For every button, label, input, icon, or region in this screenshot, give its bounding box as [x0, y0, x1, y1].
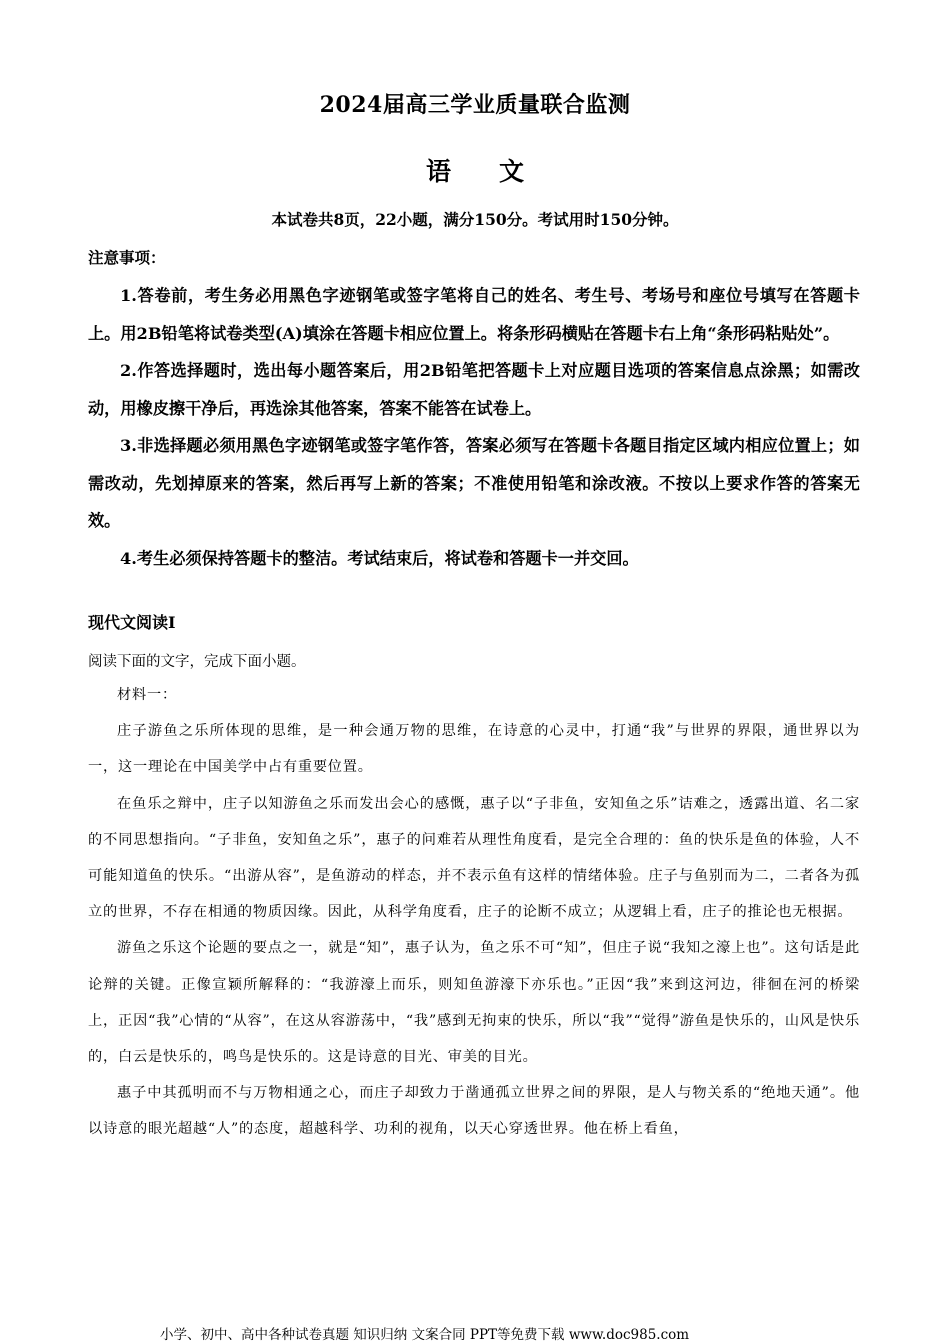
notice-item: 2.作答选择题时，选出每小题答案后，用2B铅笔把答题卡上对应题目选项的答案信息点涂黑；如需改动，用橡皮擦干净后，再选涂其他答案，答案不能答在试卷上。 — [88, 361, 860, 418]
reading-instruction: 阅读下面的文字，完成下面小题。 — [88, 654, 306, 670]
notice-item: 3.非选择题必须用黑色字迹钢笔或签字笔作答，答案必须写在答题卡各题目指定区域内相应位置上；如需改动，先划掉原来的答案，然后再写上新的答案；不准使用铅笔和涂改液。不按以上要求作答的答案无效。 — [88, 436, 860, 530]
notice-item: 4.考生必须保持答题卡的整洁。考试结束后，将试卷和答题卡一并交回。 — [120, 548, 639, 568]
material-paragraph: 惠子中其孤明而不与万物相通之心，而庄子却致力于凿通孤立世界之间的界限，是人与物关系的“绝地天通”。他以诗意的眼光超越“人”的态度，超越科学、功利的视角，以天心穿透世界。他在桥上看鱼， — [88, 1085, 860, 1138]
material-label: 材料一： — [117, 687, 177, 703]
material-paragraph: 在鱼乐之辩中，庄子以知游鱼之乐而发出会心的感慨，惠子以“子非鱼，安知鱼之乐”诘难之，透露出道、名二家的不同思想指向。“子非鱼，安知鱼之乐”，惠子的问难若从理性角度看，是完全合理的：鱼的快乐是鱼的体验，人不可能知道鱼的快乐。“出游从容”，是鱼游动的样态，并不表示鱼有这样的情绪体验。庄子与鱼别而为二，二者各为孤立的世界，不存在相通的物质因缘。因此，从科学角度看，庄子的论断不成立；从逻辑上看，庄子的推论也无根据。 — [88, 795, 860, 921]
page-footer: 小学、初中、高中各种试卷真题 知识归纳 文案合同 PPT等免费下载 www.doc985.com — [160, 1327, 690, 1343]
reading-material — [88, 677, 860, 1148]
subject-title: 语文 — [425, 157, 572, 186]
material-paragraph: 庄子游鱼之乐所体现的思维，是一种会通万物的思维，在诗意的心灵中，打通“我”与世界的界限，通世界以为一，这一理论在中国美学中占有重要位置。 — [88, 723, 860, 776]
notice-heading: 注意事项： — [88, 248, 166, 267]
notice-item: 1.答卷前，考生务必用黑色字迹钢笔或签字笔将自己的姓名、考生号、考场号和座位号填写在答题卡上。用2B铅笔将试卷类型(A)填涂在答题卡相应位置上。将条形码横贴在答题卡右上角“条形码粘贴处”。 — [88, 286, 860, 343]
exam-title: 2024届高三学业质量联合监测 — [319, 92, 631, 118]
exam-summary: 本试卷共8页，22小题，满分150分。考试用时150分钟。 — [271, 210, 679, 229]
material-paragraph: 游鱼之乐这个论题的要点之一，就是“知”，惠子认为，鱼之乐不可“知”，但庄子说“我知之濠上也”。这句话是此论辩的关键。正像宣颖所解释的：“我游濠上而乐，则知鱼游濠下亦乐也。”正因“我”来到这河边，徘徊在河的桥梁上，正因“我”心情的“从容”，在这从容游荡中，“我”感到无拘束的快乐，所以“我”“觉得”游鱼是快乐的，山风是快乐的，白云是快乐的，鸣鸟是快乐的。这是诗意的目光、审美的目光。 — [88, 940, 860, 1066]
section-heading: 现代文阅读Ⅰ — [88, 613, 176, 632]
notice-list — [88, 277, 860, 577]
